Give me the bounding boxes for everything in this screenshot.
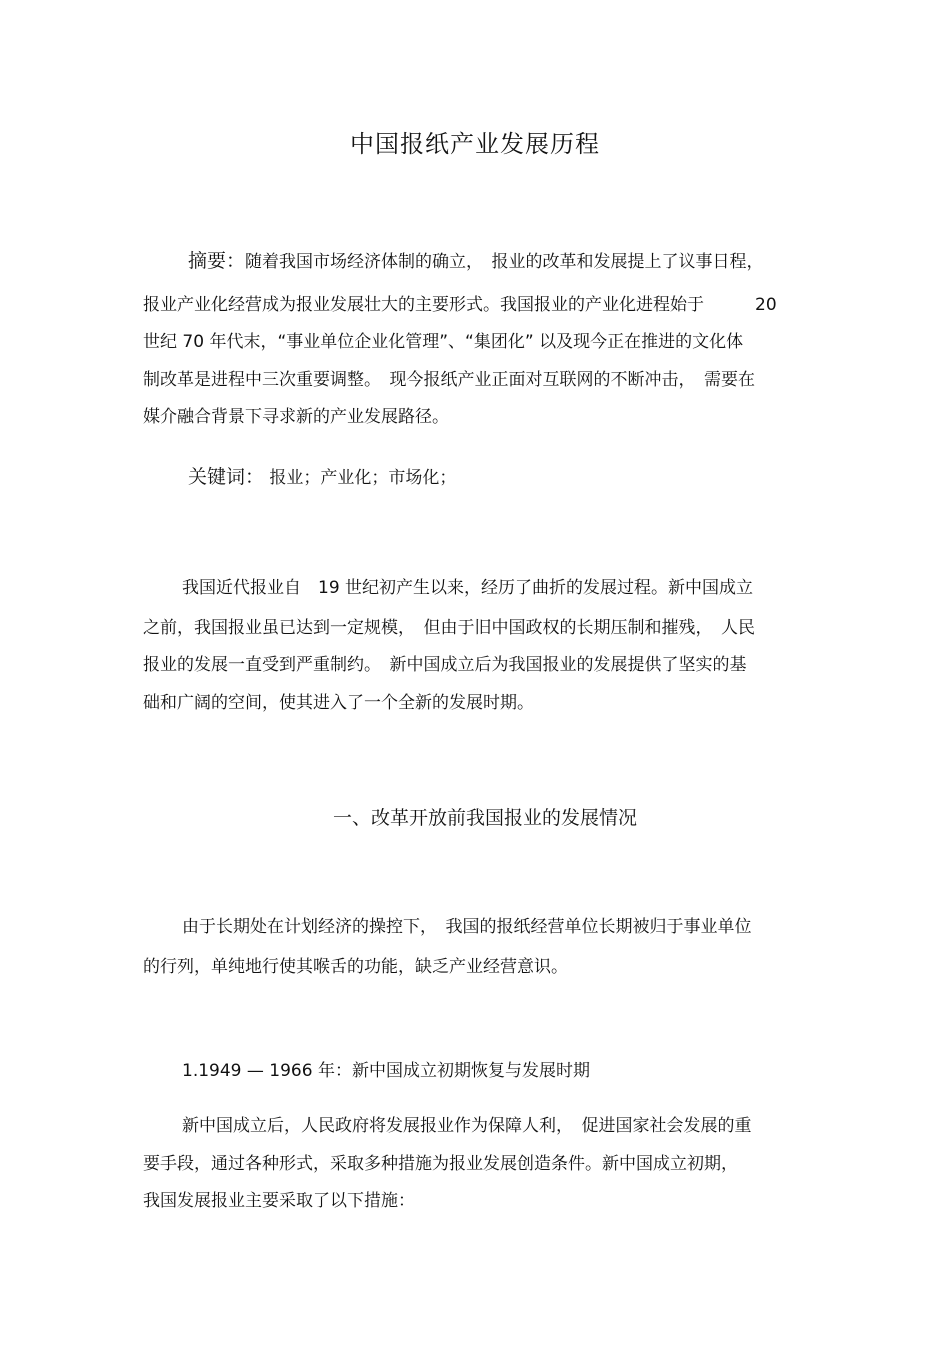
section-heading: 一、改革开放前我国报业的发展情况 [332, 807, 637, 829]
abstract-label: 摘要： [188, 250, 246, 272]
section-paragraph-line: 的行列，单纯地行使其喉舌的功能，缺乏产业经营意识。 [143, 957, 568, 977]
abstract-line: 媒介融合背景下寻求新的产业发展路径。 [143, 407, 449, 427]
intro-line: 报业的发展一直受到严重制约。 新中国成立后为我国报业的发展提供了坚实的基 [143, 655, 747, 675]
intro-line: 我国近代报业自 19 世纪初产生以来，经历了曲折的发展过程。新中国成立 [182, 578, 754, 598]
document-title: 中国报纸产业发展历程 [350, 130, 600, 158]
subsection-heading: 1.1949 — 1966 年：新中国成立初期恢复与发展时期 [182, 1061, 590, 1081]
keywords-text: 报业；产业化；市场化； [269, 468, 457, 488]
section-paragraph-line: 由于长期处在计划经济的操控下， 我国的报纸经营单位长期被归于事业单位 [182, 917, 752, 937]
abstract-line: 制改革是进程中三次重要调整。 现今报纸产业正面对互联网的不断冲击， 需要在 [143, 370, 755, 390]
intro-line: 之前，我国报业虽已达到一定规模， 但由于旧中国政权的长期压制和摧残， 人民 [143, 618, 755, 638]
intro-line: 础和广阔的空间，使其进入了一个全新的发展时期。 [143, 693, 534, 713]
subsection-paragraph-line: 我国发展报业主要采取了以下措施： [143, 1191, 415, 1211]
abstract-line: 世纪 70 年代末，“事业单位企业化管理”、“集团化” 以及现今正在推进的文化体 [143, 332, 744, 352]
abstract-first-line [188, 250, 764, 273]
subsection-paragraph-line: 要手段，通过各种形式，采取多种措施为报业发展创造条件。新中国成立初期， [143, 1154, 738, 1174]
keywords-line [188, 466, 456, 489]
abstract-line: 随着我国市场经济体制的确立， 报业的改革和发展提上了议事日程， [245, 252, 764, 272]
subsection-paragraph-line: 新中国成立后，人民政府将发展报业作为保障人利， 促进国家社会发展的重 [182, 1116, 752, 1136]
abstract-line: 报业产业化经营成为报业发展壮大的主要形式。我国报业的产业化进程始于 20 [143, 295, 777, 315]
keywords-label: 关键词： [188, 466, 265, 488]
